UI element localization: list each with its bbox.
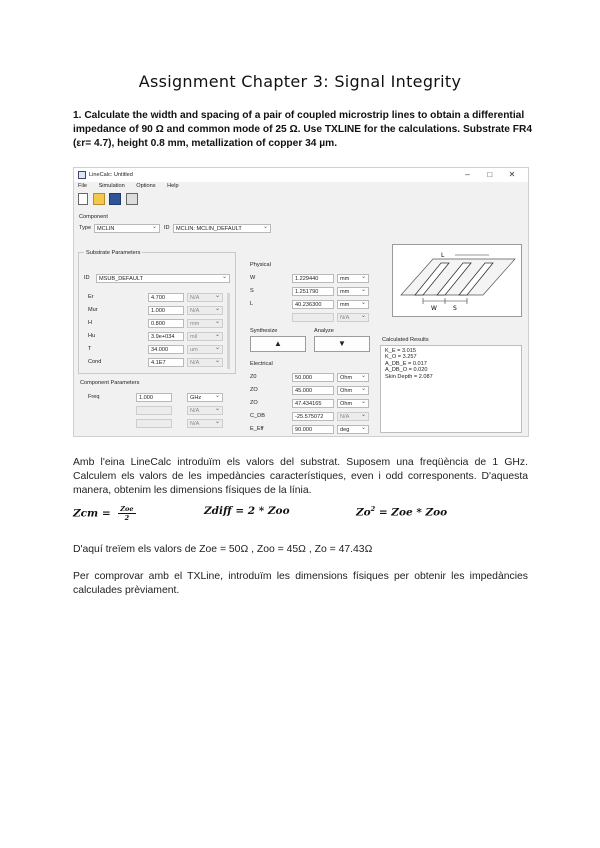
param-name: Cond bbox=[88, 359, 102, 365]
physical-label: Physical bbox=[250, 262, 271, 268]
result-line: A_DB_E = 0.017 bbox=[385, 360, 427, 367]
param-name: Mur bbox=[88, 307, 98, 313]
menu-simulation[interactable]: Simulation bbox=[98, 183, 125, 189]
result-line: Skin Depth = 2.087 bbox=[385, 373, 433, 380]
electrical-name: C_DB bbox=[250, 413, 265, 419]
formula-zo-exponent: 2 bbox=[370, 505, 376, 513]
question-text: 1. Calculate the width and spacing of a pair of coupled microstrip lines to obtain a differential impedance of 90 Ω and common mode of 25 Ω. Use TXLINE for the calculations. Substrate FR4 (εr= 4.7), height 0.8 mm, metallization of copper 34 µm. bbox=[73, 110, 533, 149]
length-input[interactable]: 40.236300 bbox=[292, 300, 334, 309]
param-value-input[interactable]: 1.000 bbox=[148, 306, 184, 315]
diagram-spacing-label: S bbox=[453, 305, 457, 312]
formula-zcm-numerator: Zoe bbox=[120, 505, 134, 513]
param-name: Hu bbox=[88, 333, 96, 339]
save-icon[interactable] bbox=[109, 193, 121, 205]
diagram-width-label: W bbox=[431, 305, 437, 312]
window-controls bbox=[458, 170, 522, 179]
zo-odd-input[interactable]: 45.000 bbox=[292, 386, 334, 395]
eeff-input[interactable]: 90.000 bbox=[292, 425, 334, 434]
z0-unit-select[interactable]: Ohm ⌄ bbox=[337, 373, 369, 382]
analyze-button[interactable]: ▼ bbox=[314, 336, 370, 352]
formula-zo-base: Zo bbox=[356, 506, 371, 519]
param-unit-select[interactable]: N/A ⌄ bbox=[187, 306, 223, 315]
zo-unit-select[interactable]: Ohm ⌄ bbox=[337, 399, 369, 408]
diagram-length-label: L bbox=[441, 252, 445, 259]
width-input[interactable]: 1.229440 bbox=[292, 274, 334, 283]
substrate-id-select[interactable]: MSUB_DEFAULT ⌄ bbox=[96, 274, 230, 283]
maximize-icon[interactable]: □ bbox=[487, 170, 493, 179]
menu-file[interactable]: File bbox=[78, 183, 88, 189]
formula-zcm-denominator: 2 bbox=[124, 514, 130, 522]
substrate-id-label: ID bbox=[84, 275, 90, 281]
substrate-label: Substrate Parameters bbox=[86, 250, 141, 256]
param-value-input[interactable]: 0.800 bbox=[148, 319, 184, 328]
synthesize-label: Synthesize bbox=[250, 328, 278, 334]
param-value-input[interactable]: 3.9e+034 bbox=[148, 332, 184, 341]
results-panel bbox=[380, 345, 522, 433]
type-label: Type bbox=[79, 225, 92, 231]
linecalc-screenshot bbox=[73, 167, 529, 437]
formula-zo-rhs: = Zoe * Zoo bbox=[375, 506, 448, 519]
unit-select[interactable]: N/A ⌄ bbox=[337, 313, 369, 322]
freq-label: Freq bbox=[88, 394, 100, 400]
new-file-icon[interactable] bbox=[78, 193, 88, 205]
component-label: Component bbox=[79, 214, 108, 220]
freq-unit-select[interactable]: GHz ⌄ bbox=[187, 393, 223, 402]
window-title: LineCalc: Untitled bbox=[89, 172, 133, 178]
unit-select[interactable]: N/A ⌄ bbox=[187, 406, 223, 415]
menu-options[interactable]: Options bbox=[136, 183, 156, 189]
component-params-label: Component Parameters bbox=[80, 380, 140, 386]
page-title: Assignment Chapter 3: Signal Integrity bbox=[138, 72, 462, 91]
physical-name: L bbox=[250, 301, 254, 307]
paragraph-3: Per comprovar amb el TXLine, introduïm les dimensions físiques per obtenir les impedàncies calculades prèviament. bbox=[73, 571, 528, 596]
electrical-name: E_Eff bbox=[250, 426, 264, 432]
freq-input[interactable]: 1.000 bbox=[136, 393, 172, 402]
empty-input[interactable] bbox=[292, 313, 334, 322]
param-name: Er bbox=[88, 294, 94, 300]
toolbar bbox=[78, 193, 141, 207]
close-icon[interactable]: ✕ bbox=[508, 170, 516, 179]
param-value-input[interactable]: 4.700 bbox=[148, 293, 184, 302]
length-unit-select[interactable]: mm ⌄ bbox=[337, 300, 369, 309]
coupled-lines-diagram bbox=[392, 244, 522, 317]
electrical-name: Z0 bbox=[250, 374, 257, 380]
electrical-name: ZO bbox=[250, 387, 258, 393]
zo-input[interactable]: 47.434165 bbox=[292, 399, 334, 408]
formula-zdiff: Zdiff = 2 * Zoo bbox=[204, 505, 290, 517]
paragraph-2: D'aquí treïem els valors de Zoe = 50Ω , Zoo = 45Ω , Zo = 47.43Ω bbox=[73, 544, 373, 555]
print-icon[interactable] bbox=[126, 193, 138, 205]
z0-input[interactable]: 50.000 bbox=[292, 373, 334, 382]
electrical-name: ZO bbox=[250, 400, 258, 406]
unit-select[interactable]: N/A ⌄ bbox=[187, 419, 223, 428]
zo-odd-unit-select[interactable]: Ohm ⌄ bbox=[337, 386, 369, 395]
result-line: K_O = 3.257 bbox=[385, 354, 417, 361]
coupled-lines-drawing bbox=[393, 245, 523, 318]
window-titlebar bbox=[74, 168, 528, 182]
type-select[interactable]: MCLIN ⌄ bbox=[94, 224, 160, 233]
formula-zcm bbox=[73, 505, 136, 522]
empty-input[interactable] bbox=[136, 406, 172, 415]
param-name: T bbox=[88, 346, 92, 352]
open-folder-icon[interactable] bbox=[93, 193, 105, 205]
param-unit-select[interactable]: um ⌄ bbox=[187, 345, 223, 354]
empty-input[interactable] bbox=[136, 419, 172, 428]
results-label: Calculated Results bbox=[382, 337, 429, 343]
result-line: A_DB_O = 0.020 bbox=[385, 367, 428, 374]
width-unit-select[interactable]: mm ⌄ bbox=[337, 274, 369, 283]
param-name: H bbox=[88, 320, 93, 326]
formula-zcm-fraction bbox=[118, 505, 135, 522]
result-line: K_E = 3.015 bbox=[385, 348, 416, 354]
cdb-input[interactable]: -25.575072 bbox=[292, 412, 334, 421]
param-unit-select[interactable]: N/A ⌄ bbox=[187, 358, 223, 367]
param-value-input[interactable]: 4.1E7 bbox=[148, 358, 184, 367]
paragraph-1: Amb l'eina LineCalc introduïm els valors del substrat. Suposem una freqüència de 1 GHz. Calculem els valors de les impedàncies característiques, even i odd corresponents. D'aquesta manera, obtenim les dimensions físiques de la línia. bbox=[73, 457, 528, 496]
physical-name: S bbox=[250, 288, 254, 294]
formula-zcm-lhs: Zcm = bbox=[73, 507, 111, 520]
analyze-label: Analyze bbox=[314, 328, 334, 334]
param-unit-select[interactable]: N/A ⌄ bbox=[187, 293, 223, 302]
physical-name: W bbox=[250, 275, 256, 281]
synthesize-button[interactable]: ▲ bbox=[250, 336, 306, 352]
app-icon bbox=[78, 171, 86, 179]
eeff-unit-select[interactable]: deg ⌄ bbox=[337, 425, 369, 434]
param-unit-select[interactable]: mil ⌄ bbox=[187, 332, 223, 341]
spacing-unit-select[interactable]: mm ⌄ bbox=[337, 287, 369, 296]
param-value-input[interactable]: 34.000 bbox=[148, 345, 184, 354]
menu-help[interactable]: Help bbox=[167, 183, 179, 189]
cdb-unit-select[interactable]: N/A ⌄ bbox=[337, 412, 369, 421]
id-label: ID bbox=[164, 225, 170, 231]
minimize-icon[interactable]: – bbox=[465, 170, 470, 179]
menu-bar bbox=[78, 183, 189, 189]
substrate-scrollbar[interactable] bbox=[227, 293, 230, 369]
param-unit-select[interactable]: mm ⌄ bbox=[187, 319, 223, 328]
spacing-input[interactable]: 1.251790 bbox=[292, 287, 334, 296]
formula-zo bbox=[356, 505, 447, 519]
electrical-label: Electrical bbox=[250, 361, 273, 367]
id-select[interactable]: MCLIN: MCLIN_DEFAULT ⌄ bbox=[173, 224, 271, 233]
